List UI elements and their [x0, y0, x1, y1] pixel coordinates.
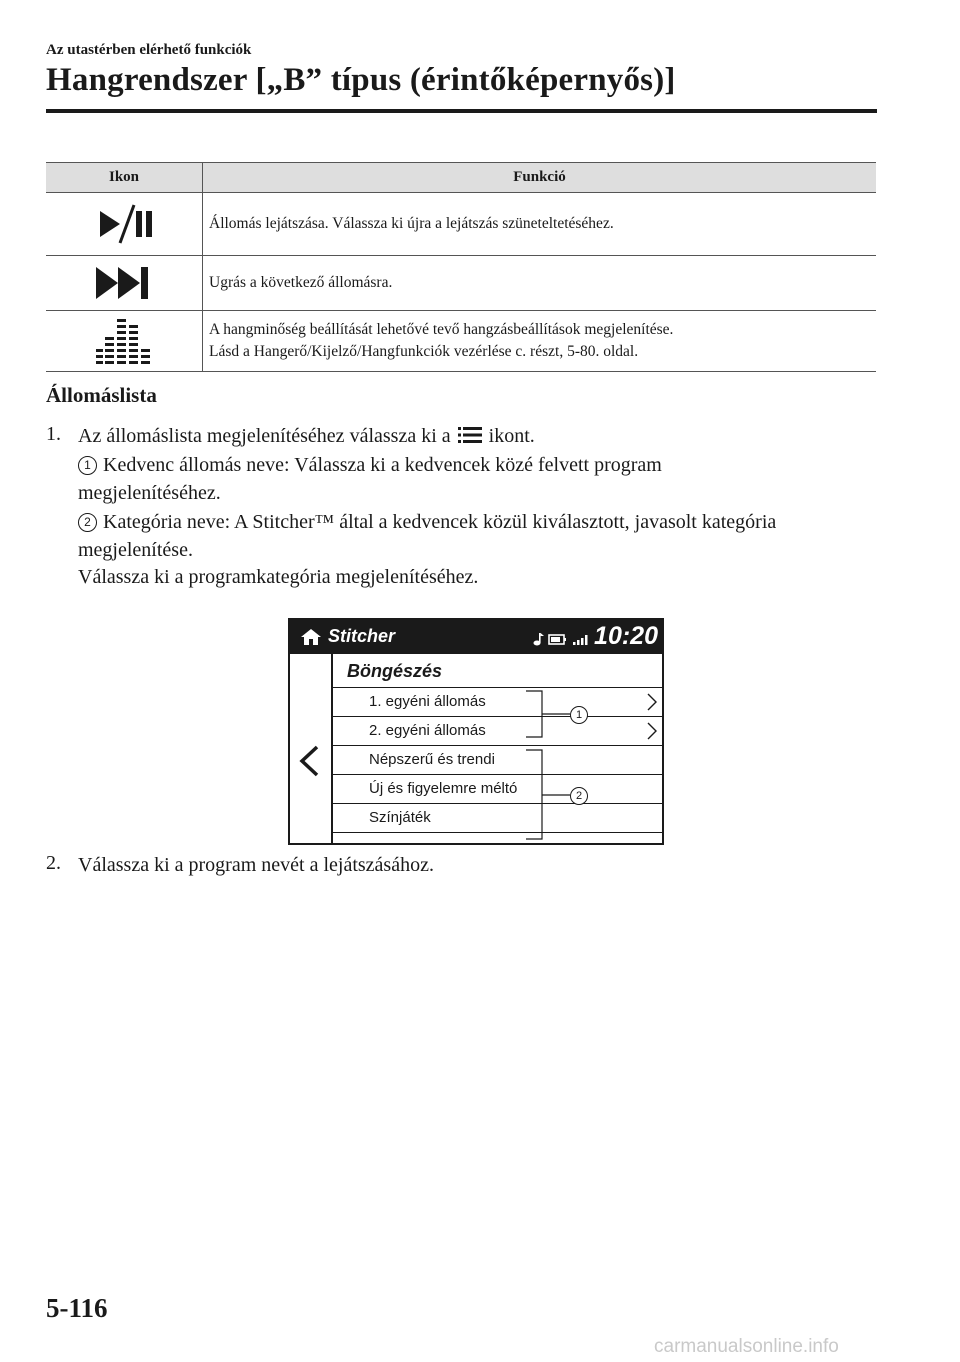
skip-next-icon [92, 263, 156, 303]
battery-icon [549, 635, 566, 644]
column-header-icon: Ikon [46, 163, 203, 193]
callout-1: 1 [570, 706, 588, 724]
list-header [333, 654, 662, 688]
item-2-marker: 2 [78, 513, 97, 532]
play-pause-icon [90, 203, 158, 245]
item-2-line: 2 Kategória neve: A Stitcher™ által a kedvencek közül kiválasztott, javasolt kategória [78, 509, 776, 535]
column-header-function: Funkció [203, 163, 877, 193]
step-number: 2. [46, 852, 61, 874]
page-title: Hangrendszer [„B” típus (érintőképernyős)] [46, 62, 676, 98]
step-1-before: Az állomáslista megjelenítéséhez válassza ki a [78, 425, 451, 447]
step-1-text [78, 423, 535, 449]
list-icon [458, 426, 482, 444]
step-number: 1. [46, 423, 61, 445]
callout-2: 2 [570, 787, 588, 805]
clock: 10:20 [594, 622, 658, 650]
station-list-heading: Állomáslista [46, 383, 157, 407]
item-2-line: megjelenítése. [78, 539, 193, 561]
item-1-line: megjelenítéséhez. [78, 482, 221, 504]
back-column[interactable] [290, 654, 333, 843]
page-number: 5-116 [46, 1293, 108, 1323]
stitcher-screen [288, 618, 664, 845]
table-cell-function: Ugrás a következő állomásra. [203, 256, 877, 311]
equalizer-icon [96, 317, 152, 365]
title-rule [46, 109, 877, 113]
list-item[interactable]: Népszerű és trendi [333, 746, 662, 775]
list-item[interactable]: 2. egyéni állomás [333, 717, 662, 746]
app-name: Stitcher [328, 626, 396, 646]
list-title: Böngészés [347, 661, 443, 681]
home-icon[interactable] [300, 628, 322, 646]
table-row [46, 193, 876, 256]
back-arrow-icon[interactable] [298, 744, 320, 778]
table-cell-function: Állomás lejátszása. Válassza ki újra a lejátszás szüneteltetéséhez. [203, 193, 877, 256]
function-text-line: A hangminőség beállítását lehetővé tevő hangzásbeállítások megjelenítése. [209, 321, 674, 338]
item-1-marker: 1 [78, 456, 97, 475]
item-2-line: Válassza ki a programkategória megjelenítéséhez. [78, 566, 479, 588]
table-row [46, 256, 876, 311]
status-icons [533, 632, 591, 646]
list-item[interactable]: 1. egyéni állomás [333, 688, 662, 717]
watermark: carmanualsonline.info [654, 1336, 839, 1357]
item-1-line: 1 Kedvenc állomás neve: Válassza ki a kedvencek közé felvett program [78, 452, 662, 478]
table-row [46, 311, 876, 372]
step-2-text: Válassza ki a program nevét a lejátszásához. [78, 854, 434, 876]
screen-status-bar [290, 620, 662, 654]
list-item[interactable]: Új és figyelemre méltó [333, 775, 662, 804]
signal-icon [573, 635, 588, 645]
chevron-right-icon [646, 693, 658, 711]
list-item[interactable]: Színjáték [333, 804, 662, 833]
section-label: Az utastérben elérhető funkciók [46, 42, 252, 58]
chevron-right-icon [646, 722, 658, 740]
icon-function-table [46, 162, 876, 372]
step-1-after: ikont. [488, 425, 535, 447]
music-note-icon [534, 633, 545, 646]
table-cell-function [203, 311, 877, 372]
table-header-row [46, 163, 876, 193]
function-text-line: Lásd a Hangerő/Kijelző/Hangfunkciók vezérlése c. részt, 5-80. oldal. [209, 343, 639, 360]
